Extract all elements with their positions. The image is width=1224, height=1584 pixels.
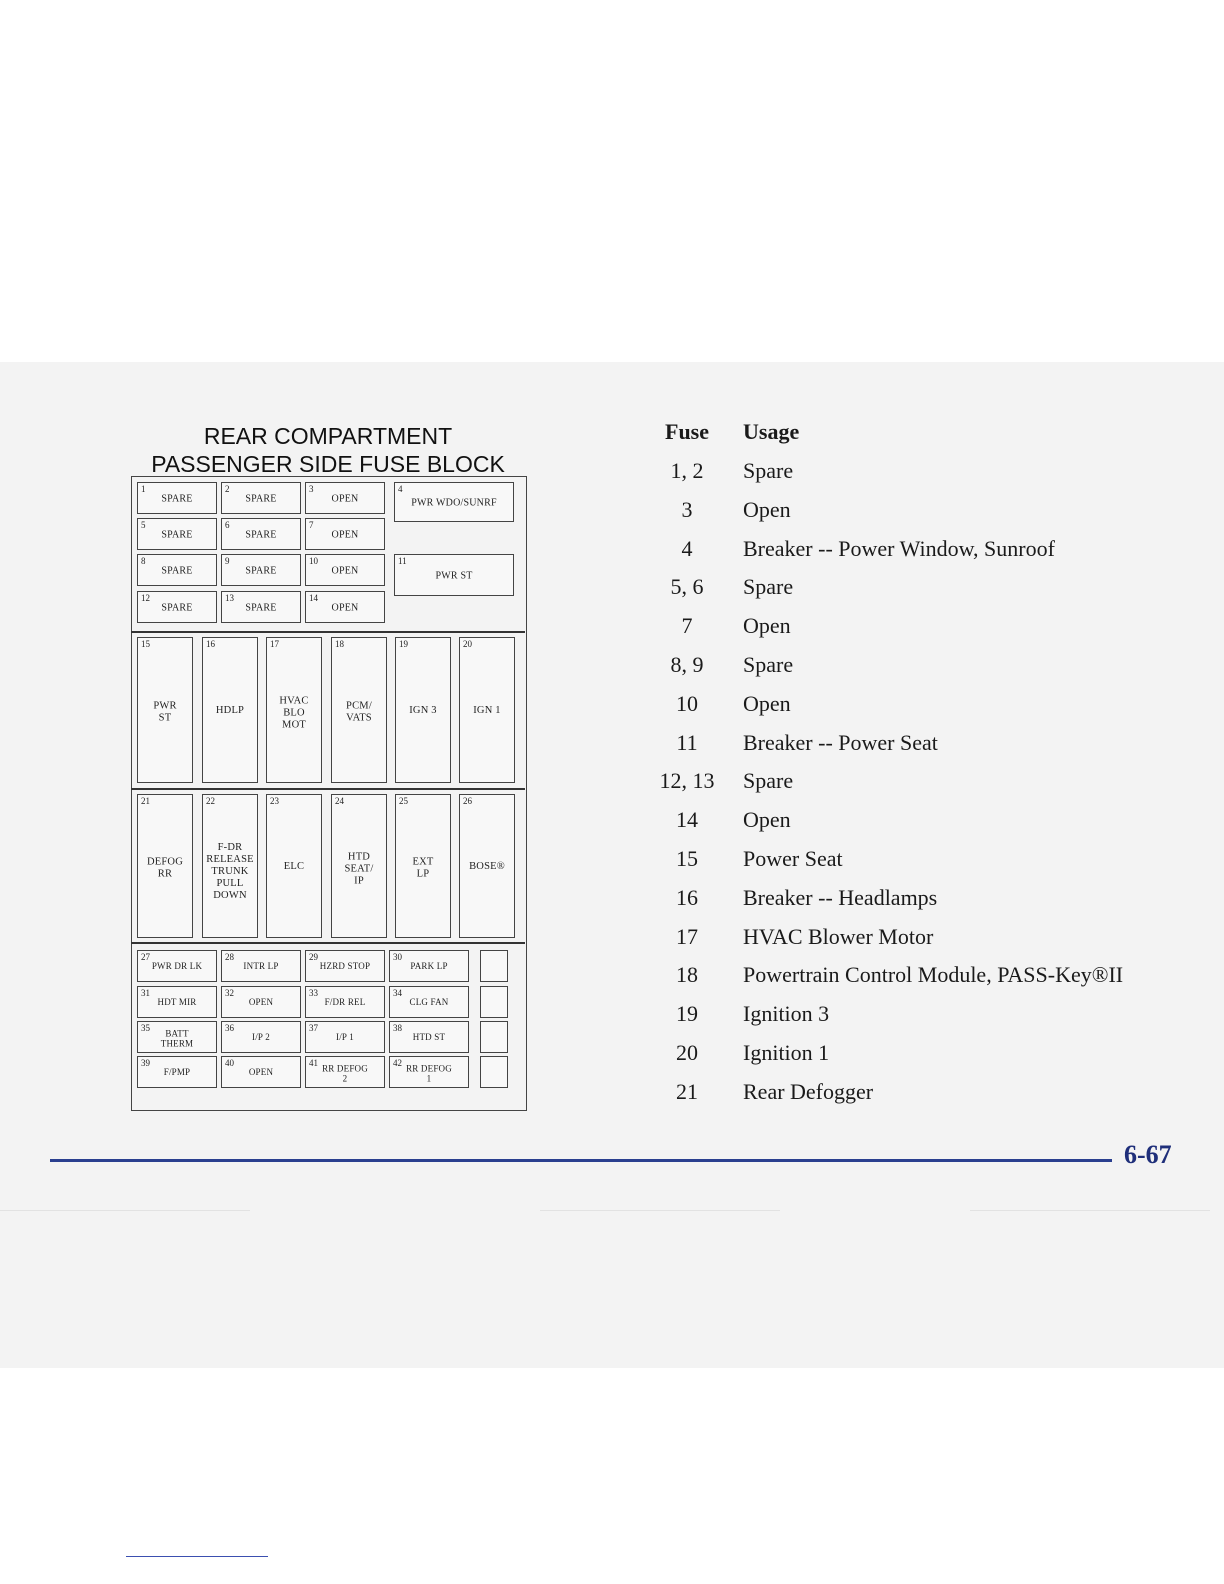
fuse-cell-16	[202, 637, 258, 783]
usage-cell: Power Seat	[743, 846, 843, 871]
table-header	[650, 417, 1210, 453]
table-row	[650, 689, 1210, 725]
fuse-cell-26	[459, 794, 515, 938]
fuse-cell-8	[137, 554, 217, 586]
title-line-2: PASSENGER SIDE FUSE BLOCK	[151, 451, 505, 477]
fuse-label: SPARE	[245, 529, 277, 541]
fuse-label: EXT LP	[412, 856, 434, 880]
fuse-cell-34	[389, 986, 469, 1018]
fuse-label: SPARE	[245, 493, 277, 505]
fuse-number-cell: 16	[676, 884, 698, 910]
fuse-cell-6	[221, 518, 301, 550]
fuse-cell-23	[266, 794, 322, 938]
fuse-cell-25	[395, 794, 451, 938]
fuse-number: 27	[141, 952, 150, 962]
table-row	[650, 611, 1210, 647]
title-line-1: REAR COMPARTMENT	[203, 423, 453, 449]
fuse-cell-40	[221, 1056, 301, 1088]
bottom-underline	[126, 1556, 268, 1557]
table-row	[650, 1038, 1210, 1074]
fuse-cell-13	[221, 591, 301, 623]
fuse-number-cell: 10	[676, 690, 698, 716]
empty-slot	[480, 1021, 508, 1053]
usage-cell: Rear Defogger	[743, 1078, 874, 1104]
fuse-cell-9	[221, 554, 301, 586]
fuse-number: 15	[141, 639, 150, 649]
table-row	[650, 572, 1210, 608]
fuse-label: SPARE	[161, 493, 193, 505]
fuse-number: 11	[398, 556, 407, 566]
fuse-number: 17	[270, 639, 279, 649]
fuse-number-cell: 17	[676, 923, 698, 949]
fuse-label: INTR LP	[243, 961, 279, 972]
table-row	[650, 766, 1210, 802]
fuse-label: OPEN	[331, 565, 359, 577]
faint-divider	[970, 1210, 1210, 1211]
fuse-cell-37	[305, 1021, 385, 1053]
fuse-cell-5	[137, 518, 217, 550]
fuse-label: DEFOG RR	[146, 856, 183, 880]
header-fuse: Fuse	[665, 419, 709, 444]
fuse-number: 10	[309, 556, 318, 566]
fuse-label: OPEN	[331, 602, 359, 614]
fuse-cell-35	[137, 1021, 217, 1053]
fuse-number: 39	[141, 1058, 150, 1068]
usage-cell: Powertrain Control Module, PASS-Key®II	[743, 962, 1124, 988]
fuse-cell-15	[137, 637, 193, 783]
fuse-number-cell: 11	[676, 729, 698, 755]
fuse-label: OPEN	[331, 493, 359, 505]
fuse-number: 4	[398, 484, 403, 494]
fuse-number: 32	[225, 988, 234, 998]
fuse-number-cell: 4	[681, 535, 693, 561]
fuse-number: 8	[141, 556, 146, 566]
fuse-cell-33	[305, 986, 385, 1018]
fuse-cell-7	[305, 518, 385, 550]
fuse-cell-30	[389, 950, 469, 982]
table-row	[650, 999, 1210, 1035]
fuse-number: 26	[463, 796, 472, 806]
fuse-cell-22	[202, 794, 258, 938]
fuse-cell-3	[305, 482, 385, 514]
fuse-label: I/P 1	[336, 1032, 354, 1043]
fuse-number: 3	[309, 484, 314, 494]
usage-cell: Open	[743, 496, 791, 522]
fuse-cell-24	[331, 794, 387, 938]
faint-divider	[0, 1210, 250, 1211]
fuse-label: F-DR RELEASE TRUNK PULL DOWN	[206, 842, 254, 901]
usage-cell: Spare	[743, 652, 794, 677]
usage-cell: Ignition 1	[743, 1040, 830, 1065]
fuse-label: BATT THERM	[160, 1028, 194, 1048]
fuse-label: PWR DR LK	[151, 961, 203, 972]
fuse-label: F/DR REL	[324, 997, 366, 1008]
section-divider	[131, 788, 525, 790]
fuse-number: 28	[225, 952, 234, 962]
empty-slot	[480, 950, 508, 982]
fuse-number-cell: 3	[681, 496, 693, 522]
fuse-number: 22	[206, 796, 215, 806]
fuse-cell-20	[459, 637, 515, 783]
usage-cell: Ignition 3	[743, 1001, 830, 1027]
fuse-number: 31	[141, 988, 150, 998]
fuse-label: SPARE	[245, 602, 277, 614]
fuse-number-cell: 7	[681, 613, 693, 639]
fuse-number: 18	[335, 639, 344, 649]
empty-slot	[480, 986, 508, 1018]
table-row	[650, 960, 1210, 996]
usage-cell: Open	[743, 613, 791, 639]
fuse-label: RR DEFOG 1	[406, 1063, 452, 1083]
fuse-cell-31	[137, 986, 217, 1018]
fuse-number: 2	[225, 484, 230, 494]
fuse-cell-32	[221, 986, 301, 1018]
fuse-number: 38	[393, 1023, 402, 1033]
fuse-cell-2	[221, 482, 301, 514]
fuse-number-cell: 19	[676, 1001, 698, 1027]
usage-cell: Breaker -- Headlamps	[743, 884, 938, 910]
fuse-label: HTD ST	[412, 1032, 446, 1043]
usage-cell: Spare	[743, 574, 794, 600]
table-row	[650, 534, 1210, 570]
fuse-number: 5	[141, 520, 146, 530]
fuse-label: PWR ST	[153, 700, 177, 724]
faint-divider	[540, 1210, 780, 1211]
fuse-number: 6	[225, 520, 230, 530]
table-row	[650, 495, 1210, 531]
fuse-label: OPEN	[248, 1067, 274, 1078]
fuse-number: 42	[393, 1058, 402, 1068]
fuse-label: IGN 1	[473, 705, 501, 717]
fuse-cell-11	[394, 554, 514, 596]
footer-rule	[50, 1159, 1112, 1162]
usage-cell: Spare	[743, 458, 794, 483]
fuse-label: BOSE®	[469, 861, 505, 873]
fuse-cell-27	[137, 950, 217, 982]
fuse-number: 20	[463, 639, 472, 649]
fuse-cell-36	[221, 1021, 301, 1053]
fuse-number: 37	[309, 1023, 318, 1033]
table-row	[650, 1077, 1210, 1113]
fuse-number: 24	[335, 796, 344, 806]
empty-slot	[480, 1056, 508, 1088]
fuse-number: 7	[309, 520, 314, 530]
fuse-label: HTD SEAT/ IP	[344, 851, 374, 887]
fuse-cell-42	[389, 1056, 469, 1088]
fuse-number: 13	[225, 593, 234, 603]
fuse-number: 34	[393, 988, 402, 998]
fuse-number: 21	[141, 796, 150, 806]
fuse-number: 35	[141, 1023, 150, 1033]
fuse-cell-14	[305, 591, 385, 623]
fuse-cell-29	[305, 950, 385, 982]
fuse-number-cell: 21	[676, 1078, 698, 1104]
fuse-label: SPARE	[161, 565, 193, 577]
fuse-number: 9	[225, 556, 230, 566]
fuse-number: 40	[225, 1058, 234, 1068]
fuse-cell-10	[305, 554, 385, 586]
fuse-label: F/PMP	[163, 1067, 191, 1078]
fuse-number: 23	[270, 796, 279, 806]
fuse-number-cell: 18	[676, 962, 698, 988]
fuse-label: IGN 3	[409, 705, 437, 717]
header-usage: Usage	[743, 419, 800, 444]
table-row	[650, 456, 1210, 492]
fuse-label: OPEN	[331, 529, 359, 541]
fuse-label: I/P 2	[252, 1032, 270, 1043]
table-row	[650, 650, 1210, 686]
usage-cell: Spare	[743, 768, 794, 794]
fuse-label: SPARE	[161, 529, 193, 541]
fuse-number: 16	[206, 639, 215, 649]
table-row	[650, 883, 1210, 919]
table-row	[650, 805, 1210, 841]
usage-cell: Breaker -- Power Seat	[743, 729, 938, 755]
usage-cell: Breaker -- Power Window, Sunroof	[743, 535, 1055, 561]
table-row	[650, 844, 1210, 880]
section-divider	[131, 942, 525, 944]
fuse-number: 41	[309, 1058, 318, 1068]
fuse-cell-4	[394, 482, 514, 522]
fuse-cell-41	[305, 1056, 385, 1088]
fuse-label: OPEN	[248, 997, 274, 1008]
usage-cell: HVAC Blower Motor	[743, 923, 934, 949]
fuse-number: 25	[399, 796, 408, 806]
fuse-cell-1	[137, 482, 217, 514]
fuse-label: HZRD STOP	[319, 961, 371, 972]
fuse-number: 33	[309, 988, 318, 998]
fuse-cell-21	[137, 794, 193, 938]
table-row	[650, 922, 1210, 958]
page-number: 6-67	[1124, 1140, 1172, 1169]
fuse-cell-19	[395, 637, 451, 783]
fuse-cell-18	[331, 637, 387, 783]
fuse-block-title	[130, 422, 526, 478]
table-row	[650, 728, 1210, 764]
fuse-label: PCM/ VATS	[346, 700, 372, 724]
fuse-number-cell: 1, 2	[670, 458, 704, 483]
fuse-number: 30	[393, 952, 402, 962]
fuse-cell-38	[389, 1021, 469, 1053]
fuse-number: 1	[141, 484, 146, 494]
fuse-number-cell: 5, 6	[670, 574, 704, 600]
fuse-label: RR DEFOG 2	[322, 1063, 368, 1083]
fuse-label: SPARE	[245, 565, 277, 577]
fuse-number: 19	[399, 639, 408, 649]
fuse-number: 36	[225, 1023, 234, 1033]
fuse-label: HVAC BLO MOT	[279, 695, 309, 731]
fuse-label: CLG FAN	[409, 997, 449, 1008]
fuse-cell-17	[266, 637, 322, 783]
fuse-number-cell: 8, 9	[670, 652, 704, 677]
usage-cell: Open	[743, 807, 791, 833]
fuse-number-cell: 15	[676, 846, 698, 871]
fuse-label: PWR WDO/SUNRF	[411, 497, 497, 509]
fuse-number-cell: 14	[676, 807, 698, 833]
fuse-label: HDLP	[215, 705, 245, 717]
fuse-cell-12	[137, 591, 217, 623]
fuse-label: SPARE	[161, 602, 193, 614]
fuse-number: 12	[141, 593, 150, 603]
fuse-label: PARK LP	[410, 961, 448, 972]
fuse-number-cell: 12, 13	[659, 768, 715, 794]
fuse-number: 29	[309, 952, 318, 962]
fuse-number-cell: 20	[676, 1040, 698, 1065]
fuse-cell-39	[137, 1056, 217, 1088]
fuse-label: ELC	[283, 861, 305, 873]
fuse-label: PWR ST	[435, 570, 473, 582]
fuse-label: HDT MIR	[157, 997, 197, 1008]
section-divider	[131, 631, 525, 633]
usage-cell: Open	[743, 690, 791, 716]
fuse-cell-28	[221, 950, 301, 982]
fuse-number: 14	[309, 593, 318, 603]
